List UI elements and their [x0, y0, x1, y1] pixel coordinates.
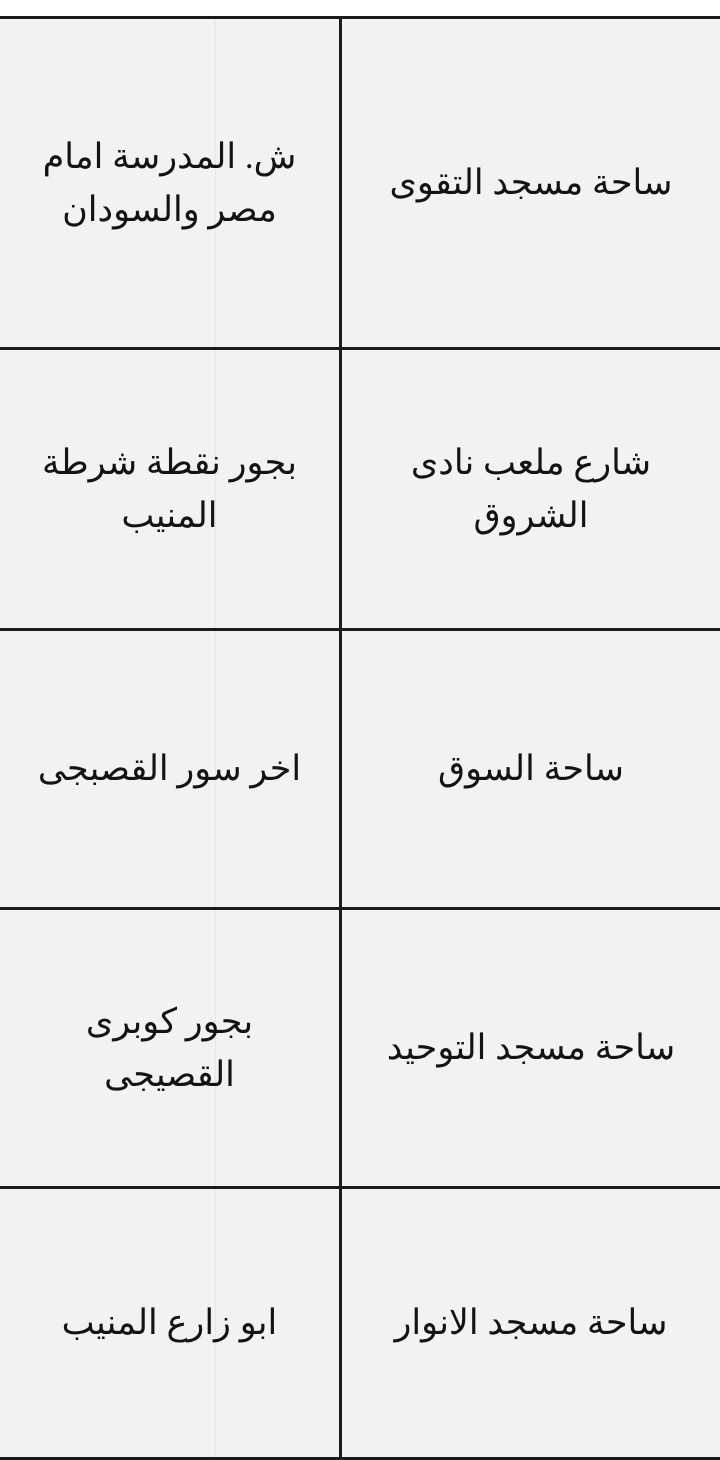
table-cell-place: ساحة السوق: [340, 630, 720, 909]
table-cell-place: ساحة مسجد الانوار: [340, 1188, 720, 1459]
table-body: [0, 18, 720, 1459]
table-cell-address: اخر سور القصبجى: [0, 630, 340, 909]
table-row: [0, 909, 720, 1188]
table-row: [0, 630, 720, 909]
table-row: [0, 1188, 720, 1459]
table-cell-address: ابو زارع المنيب: [0, 1188, 340, 1459]
table-cell-place: ساحة مسجد التقوى: [340, 18, 720, 349]
table-cell-place: شارع ملعب نادى الشروق: [340, 349, 720, 630]
table-cell-address: بجور كوبرى القصيجى: [0, 909, 340, 1188]
table-cell-address: ش. المدرسة امام مصر والسودان: [0, 18, 340, 349]
locations-table: [0, 16, 720, 1460]
table-cell-place: ساحة مسجد التوحيد: [340, 909, 720, 1188]
table-row: [0, 18, 720, 349]
page-top-margin: [0, 0, 720, 16]
table-row: [0, 349, 720, 630]
table-cell-address: بجور نقطة شرطة المنيب: [0, 349, 340, 630]
